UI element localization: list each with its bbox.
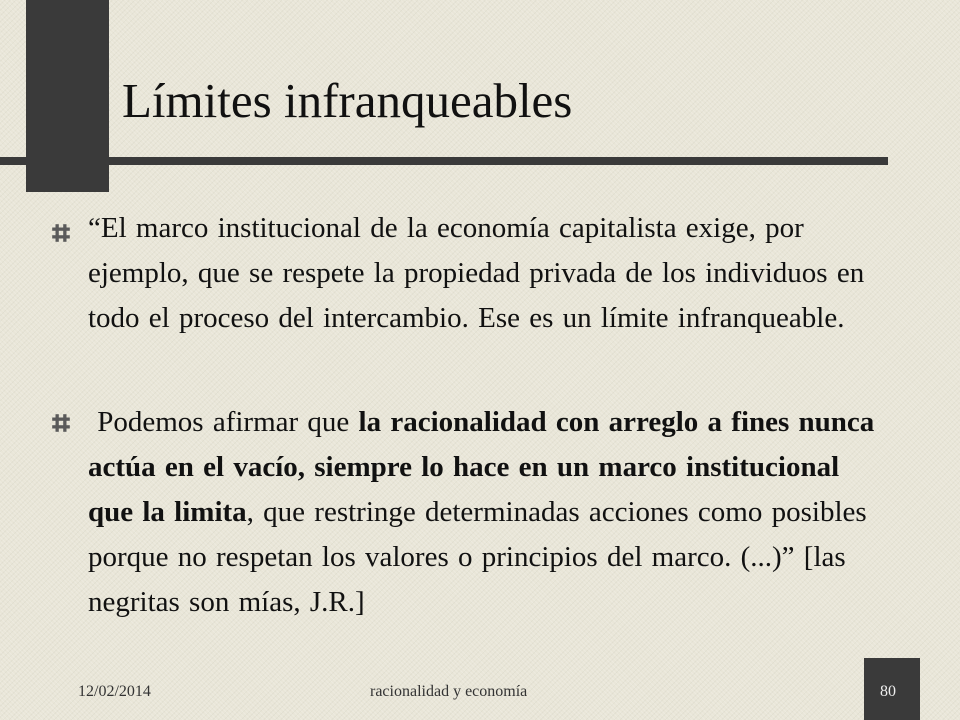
paragraph-2-bold-text: la racionalidad con arreglo a fines nunca actúa en el vacío, siempre lo hace en un marco institucional que la limita	[88, 406, 884, 528]
paragraph-2-intro: Podemos afirmar que	[88, 406, 359, 438]
footer-title: racionalidad y economía	[370, 683, 528, 700]
footer-date: 12/02/2014	[78, 683, 151, 700]
paragraph-1-text: “El marco institucional de la economía capitalista exige, por ejemplo, que se respete la propiedad privada de los individuos en todo el proceso del intercambio. Ese es un límite infranqueable.	[88, 212, 865, 334]
bullet-paragraph-2	[88, 400, 884, 625]
title-rule	[0, 157, 888, 165]
hash-bullet-icon	[50, 222, 72, 244]
page-number: 80	[880, 683, 896, 700]
bullet-paragraph-1	[88, 206, 878, 341]
paragraph-2-tail: , que restringe determinadas acciones como posibles porque no respetan los valores o principios del marco. (...)” [las negritas son mías, J.R.]	[88, 496, 876, 618]
hash-bullet-icon	[50, 412, 72, 434]
slide-title: Límites infranqueables	[122, 73, 573, 128]
